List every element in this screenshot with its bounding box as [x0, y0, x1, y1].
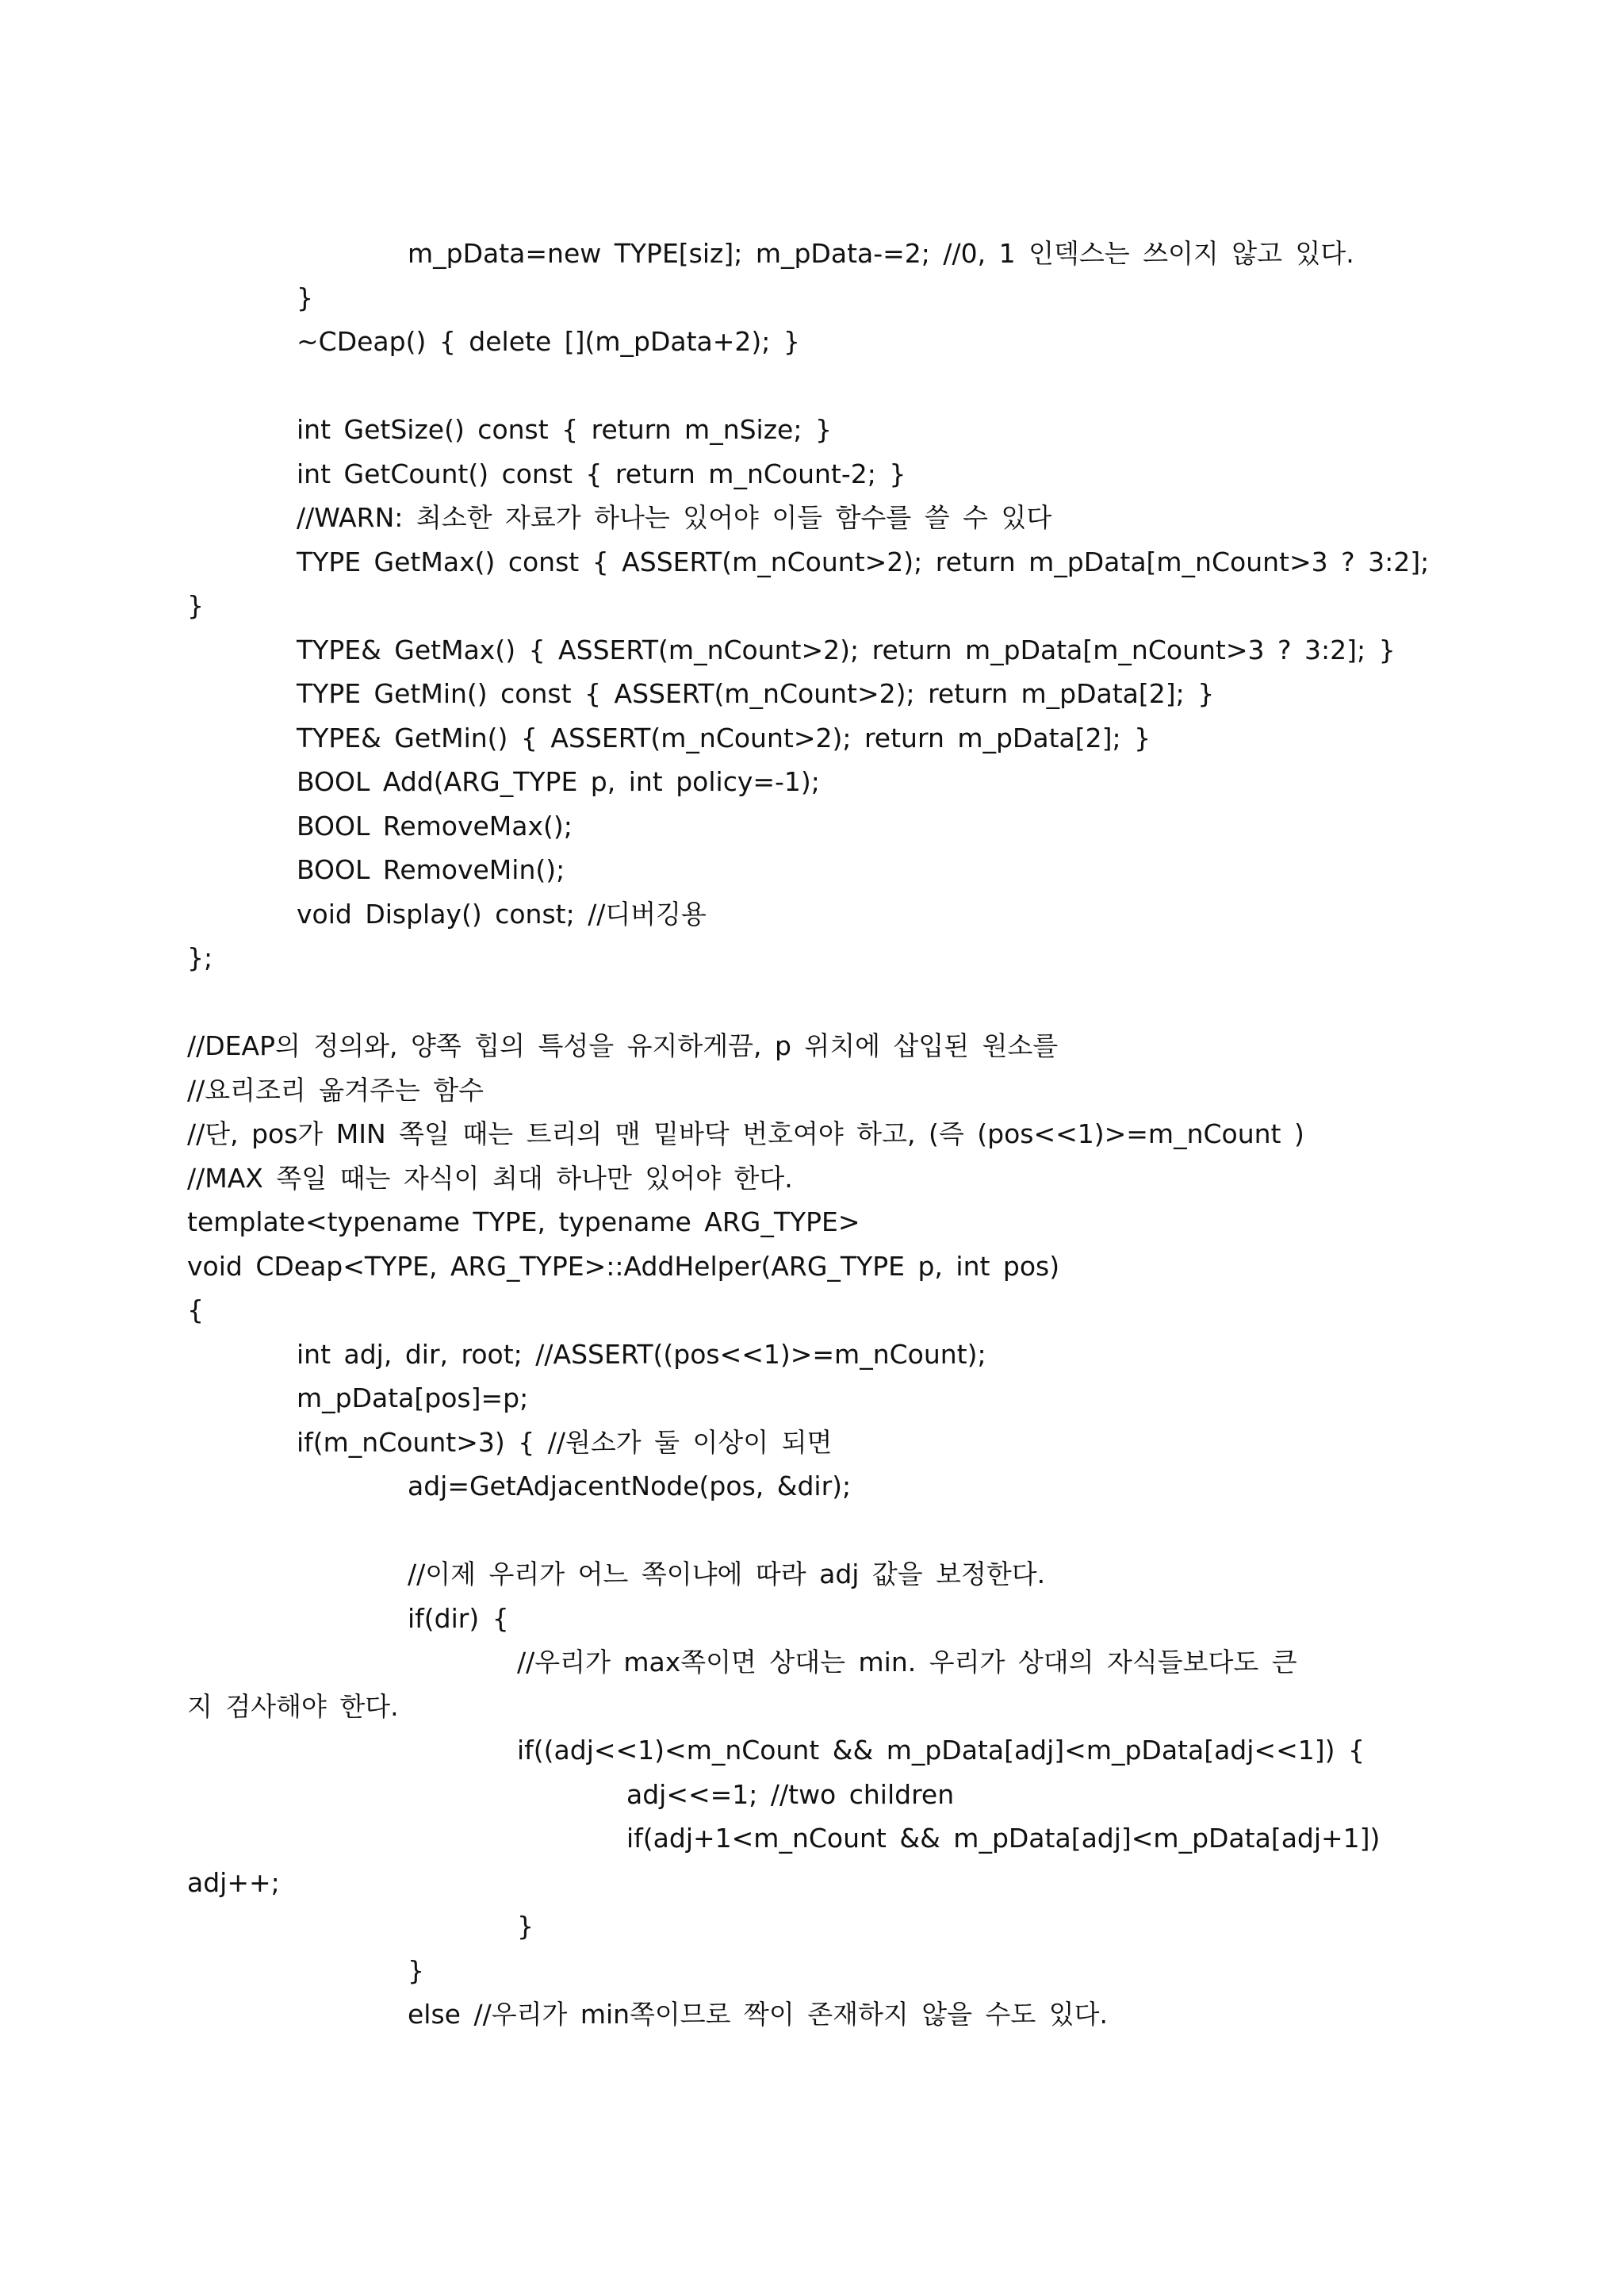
code-line: ~CDeap() { delete [](m_pData+2); } [297, 326, 800, 357]
code-line: } [408, 1955, 424, 1986]
code-line: adj<<=1; //two children [626, 1779, 955, 1810]
code-line: TYPE& GetMax() { ASSERT(m_nCount>2); return m_pData[m_nCount>3 ? 3:2]; } [297, 635, 1396, 665]
code-line: adj=GetAdjacentNode(pos, &dir); [408, 1471, 852, 1501]
code-line: }; [187, 942, 213, 973]
code-line: //우리가 max쪽이면 상대는 min. 우리가 상대의 자식들보다도 큰 [517, 1647, 1297, 1678]
code-line: { [187, 1294, 204, 1325]
code-line: } [297, 282, 313, 313]
code-line: int GetSize() const { return m_nSize; } [297, 414, 832, 445]
code-line: adj++; [187, 1867, 280, 1898]
code-line: void Display() const; //디버깅용 [297, 899, 707, 930]
code-line: //요리조리 옮겨주는 함수 [187, 1075, 484, 1106]
code-line: if(m_nCount>3) { //원소가 둘 이상이 되면 [297, 1427, 833, 1458]
code-line: //MAX 쪽일 때는 자식이 최대 하나만 있어야 한다. [187, 1163, 793, 1194]
code-line: BOOL RemoveMax(); [297, 811, 573, 842]
code-line: TYPE& GetMin() { ASSERT(m_nCount>2); return m_pData[2]; } [297, 723, 1151, 753]
code-line: //DEAP의 정의와, 양쪽 힙의 특성을 유지하게끔, p 위치에 삽입된 원소를 [187, 1030, 1059, 1061]
code-line: } [187, 590, 204, 621]
code-line: //이제 우리가 어느 쪽이냐에 따라 adj 값을 보정한다. [408, 1559, 1046, 1589]
code-line: BOOL RemoveMin(); [297, 854, 565, 885]
code-line: } [517, 1911, 534, 1942]
code-line: if(dir) { [408, 1603, 509, 1634]
code-line: TYPE GetMin() const { ASSERT(m_nCount>2); return m_pData[2]; } [297, 678, 1215, 709]
code-line: int GetCount() const { return m_nCount-2; } [297, 458, 906, 489]
code-line: int adj, dir, root; //ASSERT((pos<<1)>=m_nCount); [297, 1339, 986, 1370]
code-line: void CDeap<TYPE, ARG_TYPE>::AddHelper(ARG_TYPE p, int pos) [187, 1251, 1060, 1282]
code-line: BOOL Add(ARG_TYPE p, int policy=-1); [297, 766, 820, 797]
code-line: if(adj+1<m_nCount && m_pData[adj]<m_pData[adj+1]) [626, 1823, 1381, 1854]
code-line: if((adj<<1)<m_nCount && m_pData[adj]<m_pData[adj<<1]) { [517, 1735, 1365, 1766]
code-line: m_pData[pos]=p; [297, 1382, 529, 1413]
code-line: //WARN: 최소한 자료가 하나는 있어야 이들 함수를 쓸 수 있다 [297, 502, 1052, 533]
code-line: m_pData=new TYPE[siz]; m_pData-=2; //0, 1 인덱스는 쓰이지 않고 있다. [408, 238, 1354, 269]
code-line: TYPE GetMax() const { ASSERT(m_nCount>2); return m_pData[m_nCount>3 ? 3:2]; [297, 546, 1430, 577]
code-line: 지 검사해야 한다. [187, 1691, 399, 1722]
code-line: else //우리가 min쪽이므로 짝이 존재하지 않을 수도 있다. [408, 1999, 1109, 2030]
code-line: //단, pos가 MIN 쪽일 때는 트리의 맨 밑바닥 번호여야 하고, (즉 (pos<<1)>=m_nCount ) [187, 1118, 1304, 1149]
code-line: template<typename TYPE, typename ARG_TYPE> [187, 1206, 860, 1237]
